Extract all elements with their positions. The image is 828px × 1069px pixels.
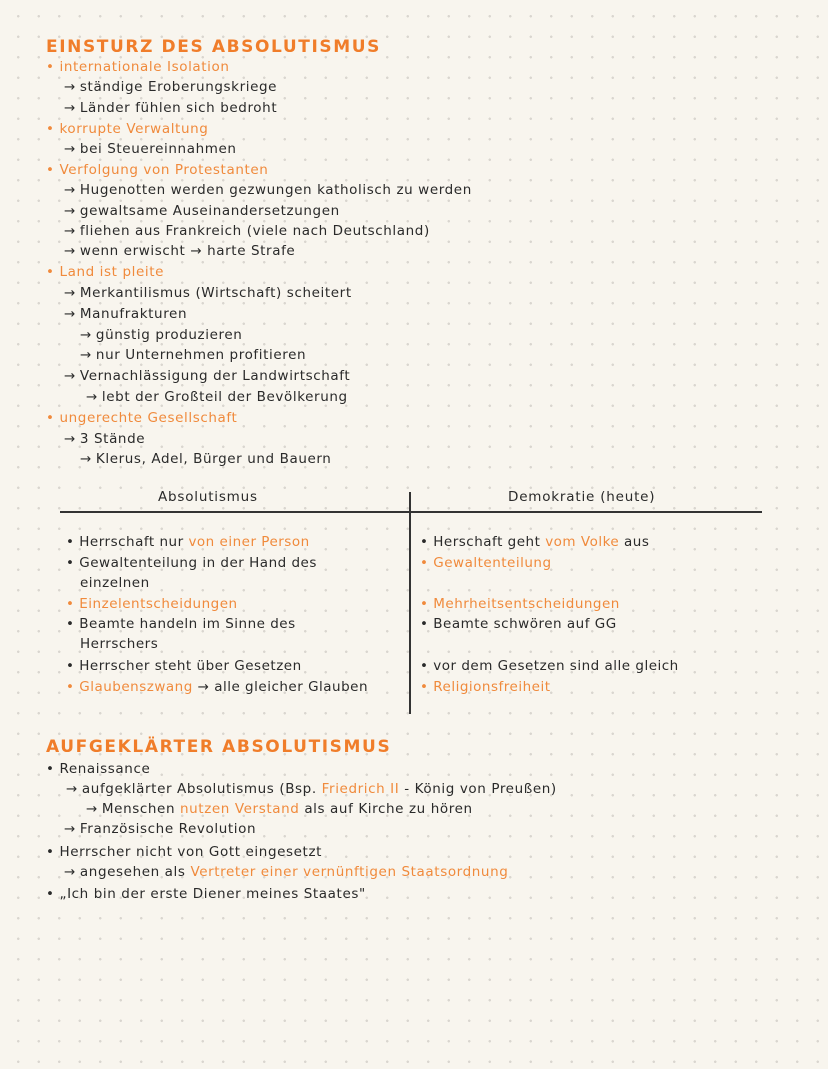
cell-text-highlight: Religionsfreiheit <box>433 679 551 695</box>
cell-text: Beamte handeln im Sinne des <box>79 616 296 632</box>
line-text: Land ist pleite <box>59 264 165 280</box>
line-text: aufgeklärter Absolutismus (Bsp. <box>81 781 317 797</box>
cell-text: Herrscher steht über Gesetzen <box>79 658 302 674</box>
line-text: lebt der Großteil der Bevölkerung <box>101 389 348 405</box>
line-text: ständige Eroberungskriege <box>79 79 278 95</box>
s1-arrow-item <box>64 99 277 117</box>
s1-bullet-item <box>46 58 230 76</box>
table-right-row-3 <box>420 594 620 614</box>
line-text: Merkantilismus (Wirtschaft) scheitert <box>79 285 352 301</box>
table-left-row-4b <box>80 634 158 654</box>
bullet-dot-icon: • <box>66 555 75 571</box>
s1-bullet-item <box>46 409 237 427</box>
line-text: fliehen aus Frankreich (viele nach Deutschland) <box>79 223 430 239</box>
table-header-demokratie: Demokratie (heute) <box>508 489 656 505</box>
s1-arrow-item <box>64 430 145 448</box>
line-text: ungerechte Gesellschaft <box>59 410 238 426</box>
cell-text-highlight: vom Volke <box>545 534 620 550</box>
arrow-right-icon: → <box>64 306 76 322</box>
s2-bullet-herrscher <box>46 843 322 861</box>
bullet-dot-icon: • <box>420 555 429 571</box>
arrow-right-icon: → <box>86 389 98 405</box>
table-horizontal-divider <box>60 511 762 513</box>
s1-bullet-item <box>46 263 164 281</box>
table-left-row-2 <box>66 553 317 573</box>
s2-arrow-angesehen <box>64 863 508 881</box>
arrow-right-icon: → <box>64 100 76 116</box>
s1-arrow-item <box>86 388 348 406</box>
table-right-row-1 <box>420 532 649 552</box>
bullet-dot-icon: • <box>46 844 55 860</box>
cell-text: Herschaft geht <box>433 534 546 550</box>
section-title-einsturz: EINSTURZ DES ABSOLUTISMUS <box>46 37 382 57</box>
s1-arrow-item <box>64 181 472 199</box>
s1-arrow-item <box>64 305 187 323</box>
line-text: gewaltsame Auseinandersetzungen <box>79 203 340 219</box>
line-text: Renaissance <box>59 761 151 777</box>
bullet-dot-icon: • <box>46 886 55 902</box>
bullet-dot-icon: • <box>46 264 60 280</box>
table-right-row-4 <box>420 614 617 634</box>
line-text: - König von Preußen) <box>399 781 557 797</box>
line-text: nur Unternehmen profitieren <box>95 347 307 363</box>
arrow-right-icon: → <box>64 203 76 219</box>
line-text-highlight: Vertreter einer vernünftigen Staatsordnung <box>190 864 509 880</box>
section-title-aufgeklaerter: AUFGEKLÄRTER ABSOLUTISMUS <box>46 737 392 757</box>
arrow-right-icon: → <box>64 182 76 198</box>
line-text: Vernachlässigung der Landwirtschaft <box>79 368 351 384</box>
s1-arrow-item <box>64 222 430 240</box>
bullet-dot-icon: • <box>420 616 429 632</box>
bullet-dot-icon: • <box>46 410 60 426</box>
line-text: 3 Stände <box>79 431 146 447</box>
arrow-right-icon: → <box>64 821 76 837</box>
table-left-row-1 <box>66 532 310 552</box>
s1-arrow-item <box>80 326 242 344</box>
arrow-right-icon: → <box>86 801 98 817</box>
line-text: Hugenotten werden gezwungen katholisch zu werden <box>79 182 472 198</box>
s1-bullet-item <box>46 161 268 179</box>
cell-text: vor dem Gesetzen sind alle gleich <box>433 658 679 674</box>
cell-text-highlight: von einer Person <box>188 534 310 550</box>
line-text: Herrscher nicht von Gott eingesetzt <box>59 844 323 860</box>
table-right-row-2 <box>420 553 552 573</box>
table-left-row-3 <box>66 594 238 614</box>
s1-arrow-item <box>80 450 331 468</box>
bullet-dot-icon: • <box>66 616 75 632</box>
s1-arrow-item <box>64 284 352 302</box>
cell-text: einzelnen <box>80 575 150 591</box>
cell-text: Herrschers <box>80 636 159 652</box>
arrow-right-icon: → <box>64 141 76 157</box>
arrow-right-icon: → <box>80 347 92 363</box>
cell-text: aus <box>619 534 650 550</box>
cell-text-highlight: Mehrheitsentscheidungen <box>433 596 620 612</box>
s1-arrow-item <box>64 367 350 385</box>
line-text: Menschen <box>101 801 180 817</box>
s2-arrow-revolution <box>64 820 256 838</box>
bullet-dot-icon: • <box>46 162 60 178</box>
cell-text: Gewaltenteilung in der Hand des <box>79 555 317 571</box>
arrow-right-icon: → <box>64 431 76 447</box>
arrow-right-icon: → <box>64 79 76 95</box>
line-text-highlight: nutzen Verstand <box>180 801 300 817</box>
cell-text: Beamte schwören auf GG <box>433 616 617 632</box>
bullet-dot-icon: • <box>46 59 60 75</box>
cell-text-highlight: Einzelentscheidungen <box>79 596 238 612</box>
arrow-right-icon: → <box>64 223 76 239</box>
line-text: Verfolgung von Protestanten <box>59 162 269 178</box>
line-text: bei Steuereinnahmen <box>79 141 237 157</box>
bullet-dot-icon: • <box>46 761 55 777</box>
bullet-dot-icon: • <box>66 679 75 695</box>
bullet-dot-icon: • <box>420 658 429 674</box>
s1-arrow-item <box>64 140 237 158</box>
s2-bullet-quote <box>46 885 366 903</box>
s1-arrow-item <box>64 242 295 260</box>
table-left-row-5 <box>66 656 302 676</box>
s2-arrow-menschen <box>86 800 473 818</box>
line-text: als auf Kirche zu hören <box>299 801 473 817</box>
s1-bullet-item <box>46 120 208 138</box>
arrow-right-icon: → <box>64 285 76 301</box>
table-left-row-4 <box>66 614 296 634</box>
table-header-absolutismus: Absolutismus <box>158 489 258 505</box>
s1-arrow-item <box>80 346 306 364</box>
line-text: angesehen als <box>79 864 191 880</box>
s2-bullet-renaissance <box>46 760 150 778</box>
bullet-dot-icon: • <box>420 679 429 695</box>
line-text: günstig produzieren <box>95 327 243 343</box>
line-text: korrupte Verwaltung <box>59 121 209 137</box>
bullet-dot-icon: • <box>420 596 429 612</box>
table-left-row-6 <box>66 677 368 697</box>
line-text: internationale Isolation <box>59 59 230 75</box>
s1-arrow-item <box>64 78 277 96</box>
arrow-right-icon: → <box>64 864 76 880</box>
bullet-dot-icon: • <box>46 121 60 137</box>
cell-text-highlight: Gewaltenteilung <box>433 555 552 571</box>
arrow-right-icon: → <box>80 327 92 343</box>
cell-text: Herrschaft nur <box>79 534 189 550</box>
table-right-row-6 <box>420 677 550 697</box>
table-right-row-5 <box>420 656 679 676</box>
bullet-dot-icon: • <box>66 596 75 612</box>
bullet-dot-icon: • <box>66 658 75 674</box>
arrow-right-icon: → <box>64 368 76 384</box>
table-vertical-divider <box>409 492 411 714</box>
cell-text: → alle gleicher Glauben <box>192 679 369 695</box>
arrow-right-icon: → <box>66 781 78 797</box>
cell-text-highlight: Glaubenszwang <box>79 679 193 695</box>
s2-arrow-aufgeklaert <box>66 780 557 798</box>
s1-arrow-item <box>64 202 340 220</box>
line-text: Französische Revolution <box>79 821 257 837</box>
line-text-highlight: Friedrich II <box>321 781 400 797</box>
line-text: Klerus, Adel, Bürger und Bauern <box>95 451 332 467</box>
table-left-row-2b <box>80 573 150 593</box>
line-text: Manufrakturen <box>79 306 188 322</box>
bullet-dot-icon: • <box>66 534 75 550</box>
line-text: wenn erwischt → harte Strafe <box>79 243 296 259</box>
line-text: „Ich bin der erste Diener meines Staates" <box>59 886 366 902</box>
arrow-right-icon: → <box>80 451 92 467</box>
line-text: Länder fühlen sich bedroht <box>79 100 278 116</box>
arrow-right-icon: → <box>64 243 76 259</box>
bullet-dot-icon: • <box>420 534 429 550</box>
